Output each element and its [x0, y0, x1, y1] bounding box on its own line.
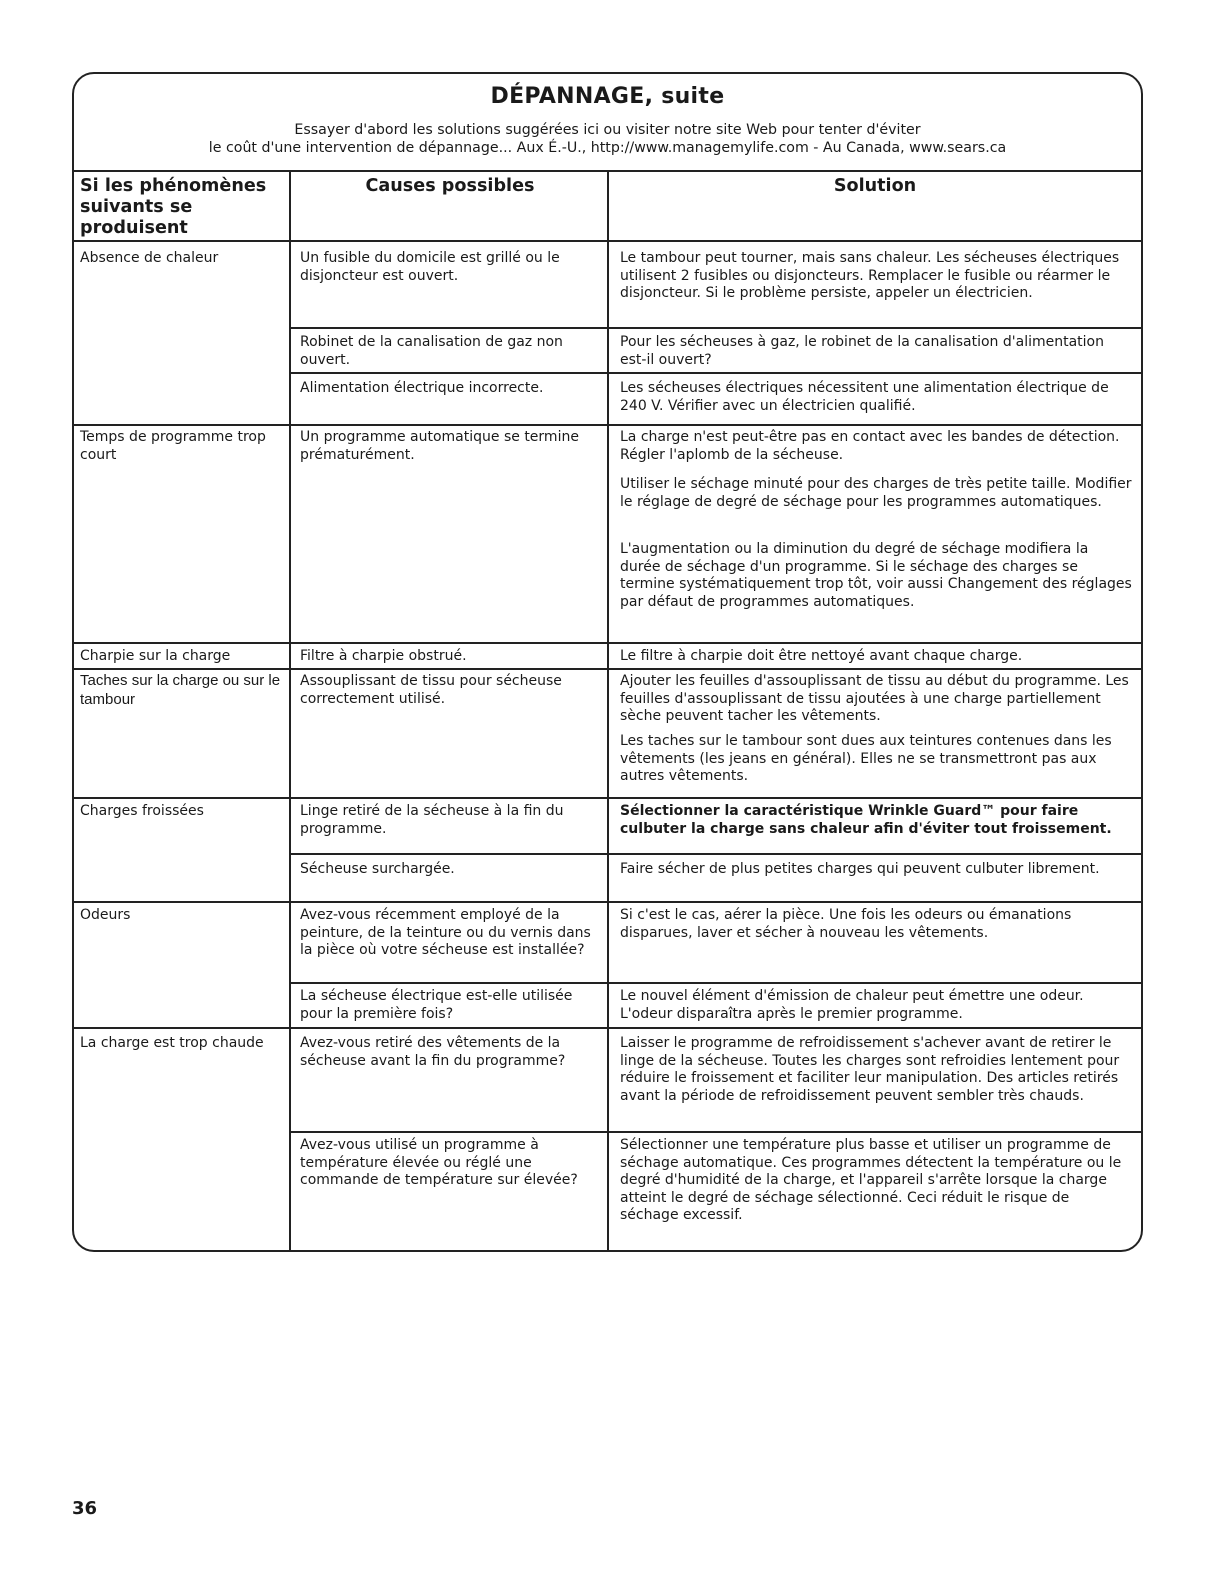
- cause-cell: Un fusible du domicile est grillé ou le disjoncteur est ouvert.: [300, 250, 560, 284]
- cause-cell: Avez-vous retiré des vêtements de la sécheuse avant la fin du programme?: [300, 1035, 566, 1069]
- solution-cell: Le nouvel élément d'émission de chaleur peut émettre une odeur. L'odeur disparaîtra après le premier programme.: [620, 988, 1084, 1022]
- solution-cell: Le filtre à charpie doit être nettoyé avant chaque charge.: [620, 648, 1023, 664]
- problem-cell: Charges froissées: [80, 803, 204, 819]
- row-separator: [289, 1131, 1143, 1133]
- solution-cell: Les taches sur le tambour sont dues aux teintures contenues dans les vêtements (les jeans en général). Elles ne se transmettront pas aux autres vêtements.: [620, 733, 1112, 784]
- problem-cell: Temps de programme trop court: [80, 429, 266, 463]
- solution-cell: La charge n'est peut-être pas en contact avec les bandes de détection. Régler l'aplomb de la sécheuse.: [620, 429, 1120, 463]
- problem-cell: Charpie sur la charge: [80, 648, 231, 664]
- row-separator: [289, 372, 1143, 374]
- cause-cell: Filtre à charpie obstrué.: [300, 648, 467, 664]
- solution-cell: Sélectionner la caractéristique Wrinkle Guard™ pour faire culbuter la charge sans chaleur afin d'éviter tout froissement.: [620, 803, 1112, 837]
- cause-cell: Linge retiré de la sécheuse à la fin du programme.: [300, 803, 564, 837]
- row-separator: [72, 797, 1143, 799]
- row-separator: [72, 240, 1143, 242]
- problem-cell: La charge est trop chaude: [80, 1035, 264, 1051]
- solution-cell: Laisser le programme de refroidissement s'achever avant de retirer le linge de la sécheuse. Toutes les charges sont refroidies lentement pour réduire le froissement et faciliter leur manipulation. Des articles retirés avant la période de refroidissement peuvent sembler très chauds.: [620, 1035, 1120, 1104]
- cause-cell: Robinet de la canalisation de gaz non ouvert.: [300, 334, 563, 368]
- row-separator: [289, 327, 1143, 329]
- solution-cell: L'augmentation ou la diminution du degré de séchage modifiera la durée de séchage d'un programme. Si le séchage des charges se termine systématiquement trop tôt, voir aussi Changement des réglages par défaut de programmes automatiques.: [620, 541, 1132, 610]
- cause-cell: Avez-vous récemment employé de la peinture, de la teinture ou du vernis dans la pièce où votre sécheuse est installée?: [300, 907, 591, 958]
- solution-cell: Les sécheuses électriques nécessitent une alimentation électrique de 240 V. Vérifier avec un électricien qualifié.: [620, 380, 1109, 414]
- page-title: DÉPANNAGE, suite: [490, 84, 725, 109]
- cause-cell: Avez-vous utilisé un programme à température élevée ou réglé une commande de température sur élevée?: [300, 1137, 578, 1188]
- column-header-problem: Si les phénomènes suivants se produisent: [80, 176, 267, 238]
- row-separator: [72, 901, 1143, 903]
- row-separator: [289, 982, 1143, 984]
- solution-cell: Utiliser le séchage minuté pour des charges de très petite taille. Modifier le réglage de degré de séchage pour les programmes automatiques.: [620, 476, 1132, 510]
- cause-cell: La sécheuse électrique est-elle utilisée pour la première fois?: [300, 988, 573, 1022]
- solution-cell: Si c'est le cas, aérer la pièce. Une fois les odeurs ou émanations disparues, laver et sécher à nouveau les vêtements.: [620, 907, 1072, 941]
- solution-cell: Ajouter les feuilles d'assouplissant de tissu au début du programme. Les feuilles d'assouplissant de tissu ajoutées à une charge partiellement sèche peuvent tacher les vêtements.: [620, 673, 1129, 724]
- row-separator: [72, 642, 1143, 644]
- solution-cell: Le tambour peut tourner, mais sans chaleur. Les sécheuses électriques utilisent 2 fusibles ou disjoncteurs. Remplacer le fusible ou réarmer le disjoncteur. Si le problème persiste, appeler un électricien.: [620, 250, 1120, 301]
- cause-cell: Sécheuse surchargée.: [300, 861, 455, 877]
- page-number: 36: [72, 1498, 98, 1519]
- solution-cell: Sélectionner une température plus basse et utiliser un programme de séchage automatique. Ces programmes détectent la température ou le degré d'humidité de la charge, et l'appareil s'arrête lorsque la charge atteint le degré de séchage sélectionné. Ceci réduit le risque de séchage excessif.: [620, 1137, 1122, 1223]
- cause-cell: Assouplissant de tissu pour sécheuse correctement utilisé.: [300, 673, 562, 707]
- problem-cell: Absence de chaleur: [80, 250, 219, 266]
- intro-text: [72, 121, 1143, 157]
- solution-cell: Pour les sécheuses à gaz, le robinet de la canalisation d'alimentation est-il ouvert?: [620, 334, 1104, 368]
- problem-cell: Taches sur la charge ou sur le tambour: [80, 672, 281, 708]
- row-separator: [289, 853, 1143, 855]
- intro-line-2: le coût d'une intervention de dépannage... Aux É.-U., http://www.managemylife.com - Au Canada, www.sears.ca: [208, 140, 1007, 156]
- column-divider: [607, 172, 609, 1250]
- row-separator: [72, 424, 1143, 426]
- cause-cell: Un programme automatique se termine prématurément.: [300, 429, 579, 463]
- row-separator: [72, 1027, 1143, 1029]
- problem-cell: Odeurs: [80, 907, 131, 923]
- row-separator: [72, 668, 1143, 670]
- column-divider: [289, 172, 291, 1250]
- intro-line-1: Essayer d'abord les solutions suggérées ici ou visiter notre site Web pour tenter d'éviter: [294, 122, 921, 138]
- column-header-causes: Causes possibles: [365, 176, 535, 196]
- column-header-solution: Solution: [833, 176, 917, 196]
- solution-cell: Faire sécher de plus petites charges qui peuvent culbuter librement.: [620, 861, 1100, 877]
- cause-cell: Alimentation électrique incorrecte.: [300, 380, 544, 396]
